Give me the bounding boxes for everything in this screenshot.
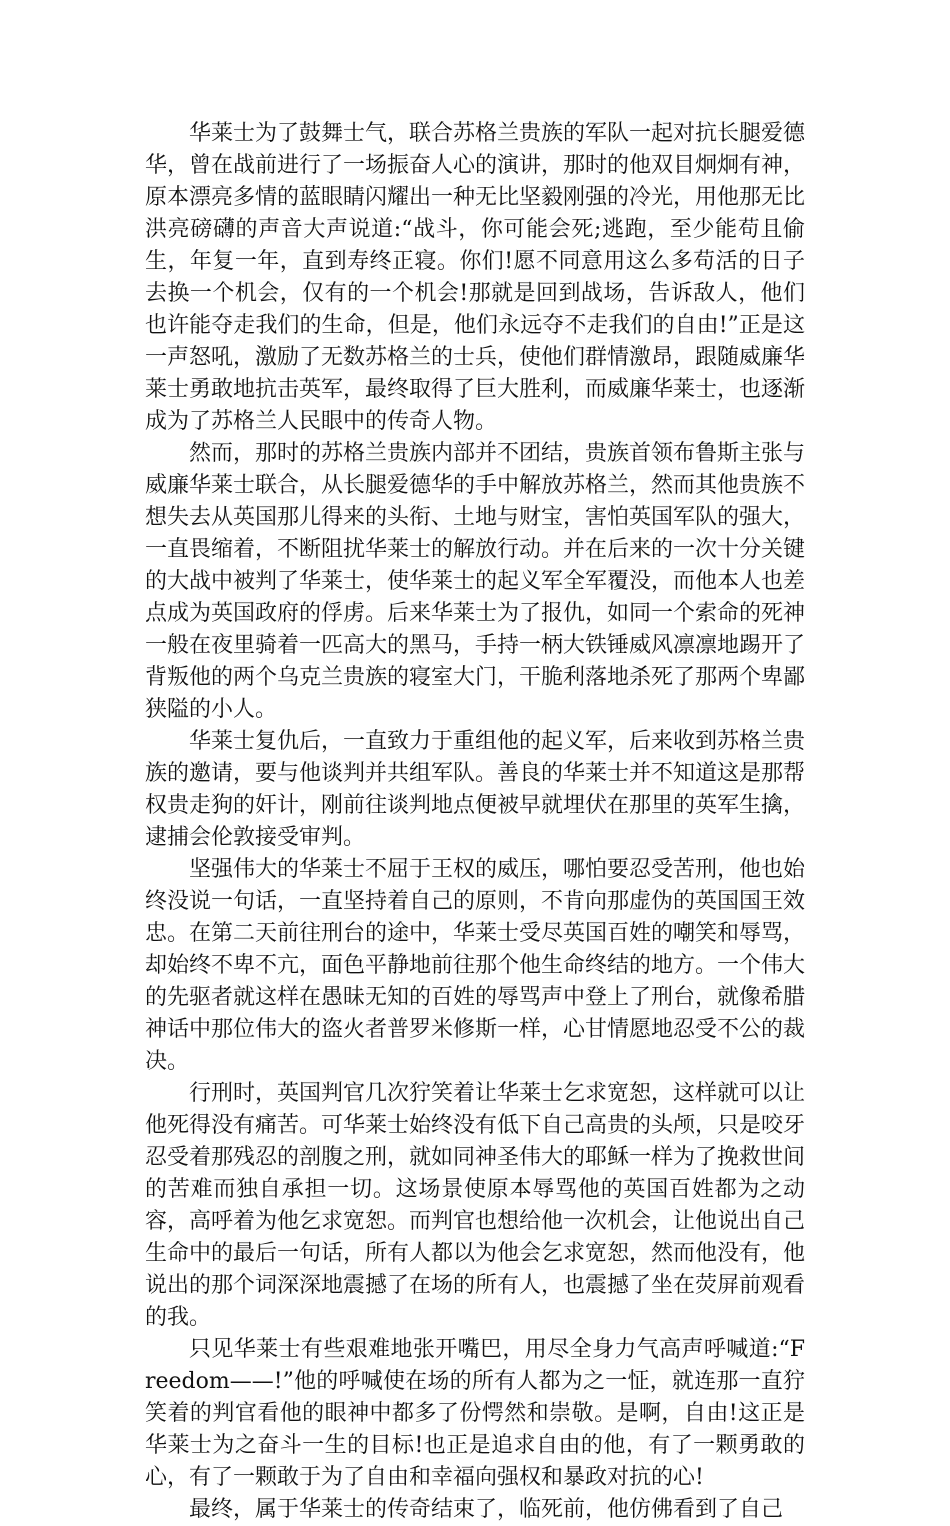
paragraph-betrayal: 然而，那时的苏格兰贵族内部并不团结，贵族首领布鲁斯主张与威廉华莱士联合，从长腿爱德华的手中解放苏格兰，然而其他贵族不想失去从英国那儿得来的头衔、土地与财宝，害怕英国军队的强大，一直畏缩着，不断阻扰华莱士的解放行动。并在后来的一次十分关键的大战中被判了华莱士，使华莱士的起义军全军覆没，而他本人也差点成为英国政府的俘虏。后来华莱士为了报仇，如同一个索命的死神一般在夜里骑着一匹高大的黑马，手持一柄大铁锤威风凛凛地踢开了背叛他的两个乌克兰贵族的寝室大门，干脆利落地杀死了那两个卑鄙狭隘的小人。 [145,441,806,722]
paragraph-freedom: 只见华莱士有些艰难地张开嘴巴，用尽全身力气高声呼喊道:“Freedom——!”他的呼喊使在场的所有人都为之一怔，就连那一直狞笑着的判官看他的眼神中都多了份愕然和崇敬。是啊，自由!这正是华莱士为之奋斗一生的目标!也正是追求自由的他，有了一颗勇敢的心，有了一颗敢于为了自由和幸福向强权和暴政对抗的心! [145,1337,805,1490]
article-body [145,118,805,1526]
paragraph-trial: 坚强伟大的华莱士不屈于王权的威压，哪怕要忍受苦刑，他也始终没说一句话，一直坚持着自己的原则，不肯向那虚伪的英国国王效忠。在第二天前往刑台的途中，华莱士受尽英国百姓的嘲笑和辱骂，却始终不卑不亢，面色平静地前往那个他生命终结的地方。一个伟大的先驱者就这样在愚昧无知的百姓的辱骂声中登上了刑台，就像希腊神话中那位伟大的盗火者普罗米修斯一样，心甘情愿地忍受不公的裁决。 [145,857,806,1074]
paragraph-execution: 行刑时，英国判官几次狞笑着让华莱士乞求宽恕，这样就可以让他死得没有痛苦。可华莱士始终没有低下自己高贵的头颅，只是咬牙忍受着那残忍的剖腹之刑，就如同神圣伟大的耶稣一样为了挽救世间的苦难而独自承担一切。这场景使原本辱骂他的英国百姓都为之动容，高呼着为他乞求宽恕。而判官也想给他一次机会，让他说出自己生命中的最后一句话，所有人都以为他会乞求宽恕，然而他没有，他说出的那个词深深地震撼了在场的所有人，也震撼了坐在荧屏前观看的我。 [145,1081,806,1330]
paragraph-capture: 华莱士复仇后，一直致力于重组他的起义军，后来收到苏格兰贵族的邀请，要与他谈判并共组军队。善良的华莱士并不知道这是那帮权贵走狗的奸计，刚前往谈判地点便被早就埋伏在那里的英军生擒，逮捕会伦敦接受审判。 [145,729,806,850]
paragraph-ending: 最终，属于华莱士的传奇结束了，临死前，他仿佛看到了自己 [189,1497,784,1522]
paragraph-speech: 华莱士为了鼓舞士气，联合苏格兰贵族的军队一起对抗长腿爱德华，曾在战前进行了一场振奋人心的演讲，那时的他双目炯炯有神，原本漂亮多情的蓝眼睛闪耀出一种无比坚毅刚强的冷光，用他那无比洪亮磅礴的声音大声说道:“战斗，你可能会死;逃跑，至少能苟且偷生，年复一年，直到寿终正寝。你们!愿不同意用这么多苟活的日子去换一个机会，仅有的一个机会!那就是回到战场，告诉敌人，他们也许能夺走我们的生命，但是，他们永远夺不走我们的自由!”正是这一声怒吼，激励了无数苏格兰的士兵，使他们群情激昂，跟随威廉华莱士勇敢地抗击英军，最终取得了巨大胜利，而威廉华莱士，也逐渐成为了苏格兰人民眼中的传奇人物。 [145,121,806,434]
